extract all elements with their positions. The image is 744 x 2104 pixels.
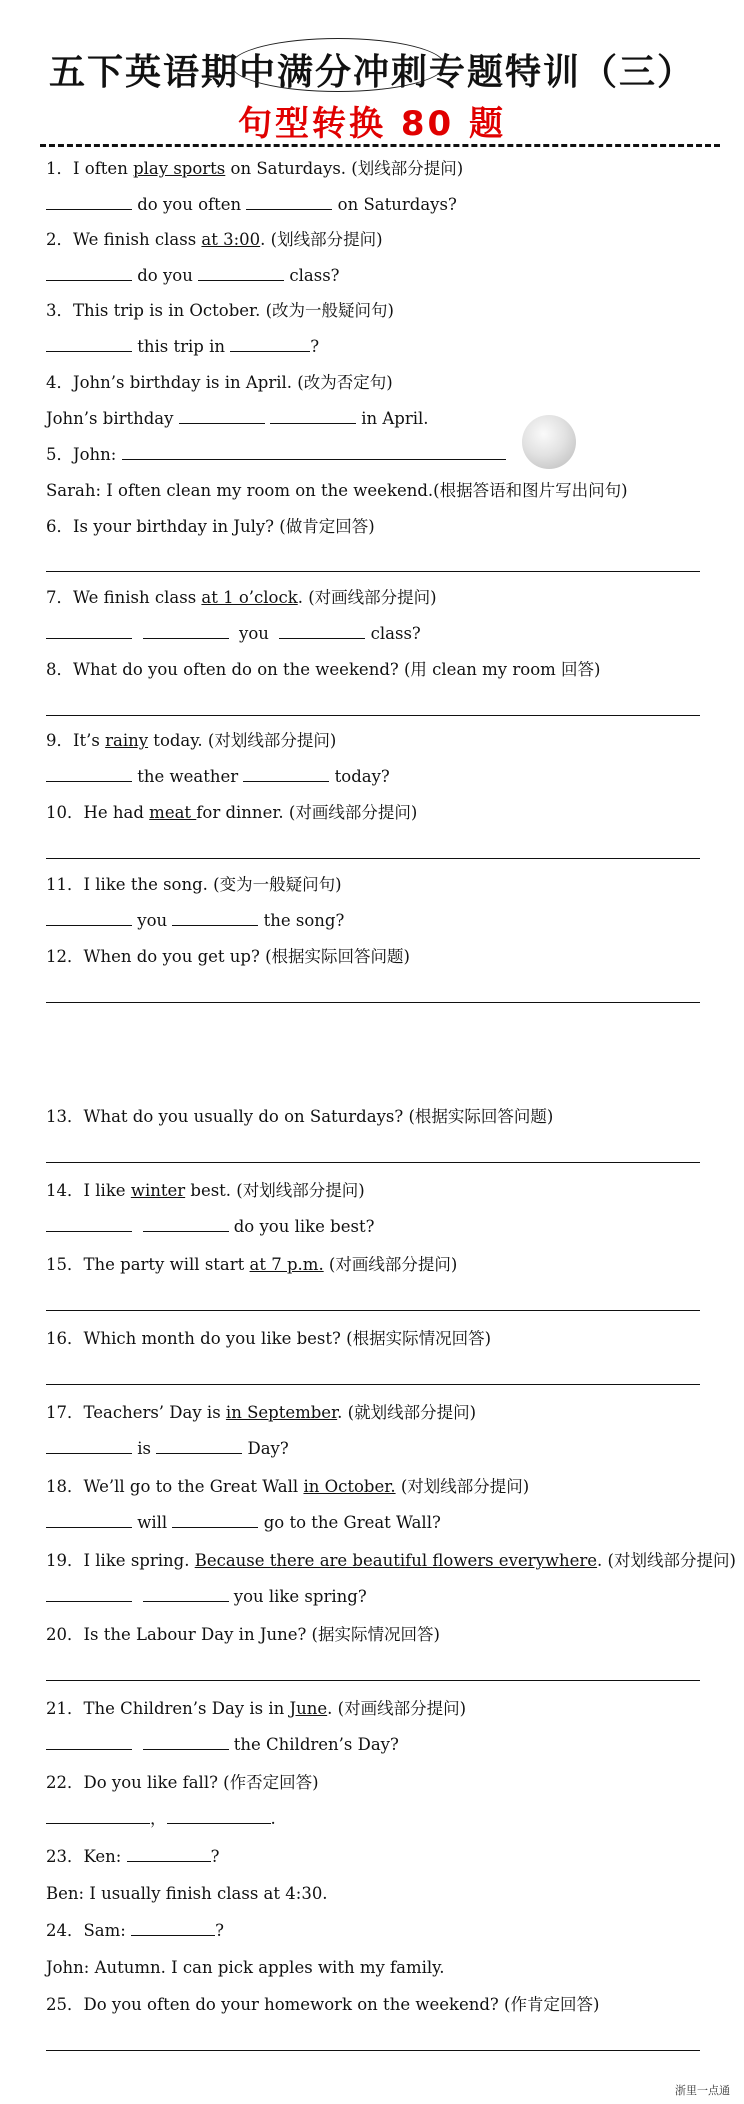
answer-line-9: the weather today?: [46, 766, 390, 788]
question-9: 9．It’s rainy today. (对划线部分提问): [46, 731, 337, 750]
question-23: 23．Ken: ?: [46, 1847, 220, 1866]
answer-line-13[interactable]: [46, 1162, 700, 1163]
blank[interactable]: [46, 623, 132, 639]
question-22: 22．Do you like fall? (作否定回答): [46, 1773, 319, 1792]
answer-line-6[interactable]: [46, 571, 700, 572]
blank[interactable]: [46, 194, 132, 210]
question-10: 10．He had meat for dinner. (对画线部分提问): [46, 803, 418, 822]
answer-line-8[interactable]: [46, 715, 700, 716]
question-13: 13．What do you usually do on Saturdays? (根据实际回答问题): [46, 1107, 554, 1126]
question-16: 16．Which month do you like best? (根据实际情况回答): [46, 1329, 492, 1348]
question-19: 19．I like spring. Because there are beautiful flowers everywhere. (对划线部分提问): [46, 1551, 736, 1570]
question-2: 2．We finish class at 3:00. (划线部分提问): [46, 230, 383, 249]
blank[interactable]: [46, 265, 132, 281]
blank[interactable]: [143, 623, 229, 639]
answer-line-7: you class?: [46, 623, 421, 645]
question-3: 3．This trip is in October. (改为一般疑问句): [46, 301, 394, 320]
blank[interactable]: [46, 336, 132, 352]
question-24-cue: John: Autumn. I can pick apples with my family.: [46, 1958, 445, 1977]
question-11: 11．I like the song. (变为一般疑问句): [46, 875, 342, 894]
question-24: 24．Sam: ?: [46, 1921, 224, 1940]
answer-line-18: will go to the Great Wall?: [46, 1512, 441, 1534]
question-21: 21．The Children’s Day is in June. (对画线部分提问): [46, 1699, 467, 1718]
blank[interactable]: [270, 408, 356, 424]
question-12: 12．When do you get up? (根据实际回答问题): [46, 947, 410, 966]
answer-line-16[interactable]: [46, 1384, 700, 1385]
question-17: 17．Teachers’ Day is in September. (就划线部分提问): [46, 1403, 477, 1422]
blank[interactable]: [179, 408, 265, 424]
answer-line-3: this trip in ?: [46, 336, 319, 358]
answer-line-1: do you often on Saturdays?: [46, 194, 457, 216]
question-15: 15．The party will start at 7 p.m. (对画线部分提问): [46, 1255, 458, 1274]
blank[interactable]: [167, 1808, 271, 1824]
blank[interactable]: [46, 1438, 132, 1454]
answer-line-2: do you class?: [46, 265, 340, 287]
question-20: 20．Is the Labour Day in June? (据实际情况回答): [46, 1625, 440, 1644]
answer-line-25[interactable]: [46, 2050, 700, 2051]
blank[interactable]: [46, 1216, 132, 1232]
blank[interactable]: [172, 910, 258, 926]
title-oval-mark: [231, 38, 445, 92]
page-title: 五下英语期中满分冲刺专题特训（三）: [48, 52, 695, 93]
answer-line-15[interactable]: [46, 1310, 700, 1311]
blank[interactable]: [46, 910, 132, 926]
blank[interactable]: [46, 766, 132, 782]
blank[interactable]: [156, 1438, 242, 1454]
question-23-cue: Ben: I usually finish class at 4:30.: [46, 1884, 328, 1903]
answer-line-21: the Children’s Day?: [46, 1734, 399, 1756]
blank[interactable]: [279, 623, 365, 639]
footer-watermark: 浙里一点通: [675, 2084, 730, 2097]
question-8: 8．What do you often do on the weekend? (用 clean my room 回答): [46, 660, 601, 679]
answer-line-19: you like spring?: [46, 1586, 367, 1608]
answer-line-17: is Day?: [46, 1438, 289, 1460]
photo-image: [522, 415, 576, 469]
blank[interactable]: [46, 1512, 132, 1528]
dashed-divider: [40, 144, 720, 147]
question-18: 18．We’ll go to the Great Wall in October. (对划线部分提问): [46, 1477, 530, 1496]
blank[interactable]: [46, 1586, 132, 1602]
question-4: 4．John’s birthday is in April. (改为否定句): [46, 373, 393, 392]
blank[interactable]: [46, 1734, 132, 1750]
blank[interactable]: [198, 265, 284, 281]
answer-line-22: ， .: [46, 1808, 276, 1830]
answer-line-4: John’s birthday in April.: [46, 409, 429, 428]
answer-line-14: do you like best?: [46, 1216, 374, 1238]
blank[interactable]: [143, 1216, 229, 1232]
question-5: 5．John:: [46, 444, 506, 466]
blank[interactable]: [246, 194, 332, 210]
answer-line-12[interactable]: [46, 1002, 700, 1003]
question-6: 6．Is your birthday in July? (做肯定回答): [46, 517, 375, 536]
blank[interactable]: [172, 1512, 258, 1528]
question-7: 7．We finish class at 1 o’clock. (对画线部分提问): [46, 588, 437, 607]
blank[interactable]: [243, 766, 329, 782]
answer-line-11: you the song?: [46, 910, 344, 932]
blank[interactable]: [46, 1808, 150, 1824]
question-1: 1．I often play sports on Saturdays. (划线部分提问): [46, 159, 464, 178]
question-5-cue: Sarah: I often clean my room on the weekend.(根据答语和图片写出问句): [46, 481, 628, 500]
page-subtitle: 句型转换 80 题: [238, 104, 506, 144]
blank[interactable]: [127, 1846, 211, 1862]
blank[interactable]: [143, 1586, 229, 1602]
question-25: 25．Do you often do your homework on the weekend? (作肯定回答): [46, 1995, 600, 2014]
blank[interactable]: [143, 1734, 229, 1750]
blank[interactable]: [230, 336, 310, 352]
blank[interactable]: [122, 444, 506, 460]
answer-line-10[interactable]: [46, 858, 700, 859]
question-14: 14．I like winter best. (对划线部分提问): [46, 1181, 365, 1200]
blank[interactable]: [131, 1920, 215, 1936]
answer-line-20[interactable]: [46, 1680, 700, 1681]
